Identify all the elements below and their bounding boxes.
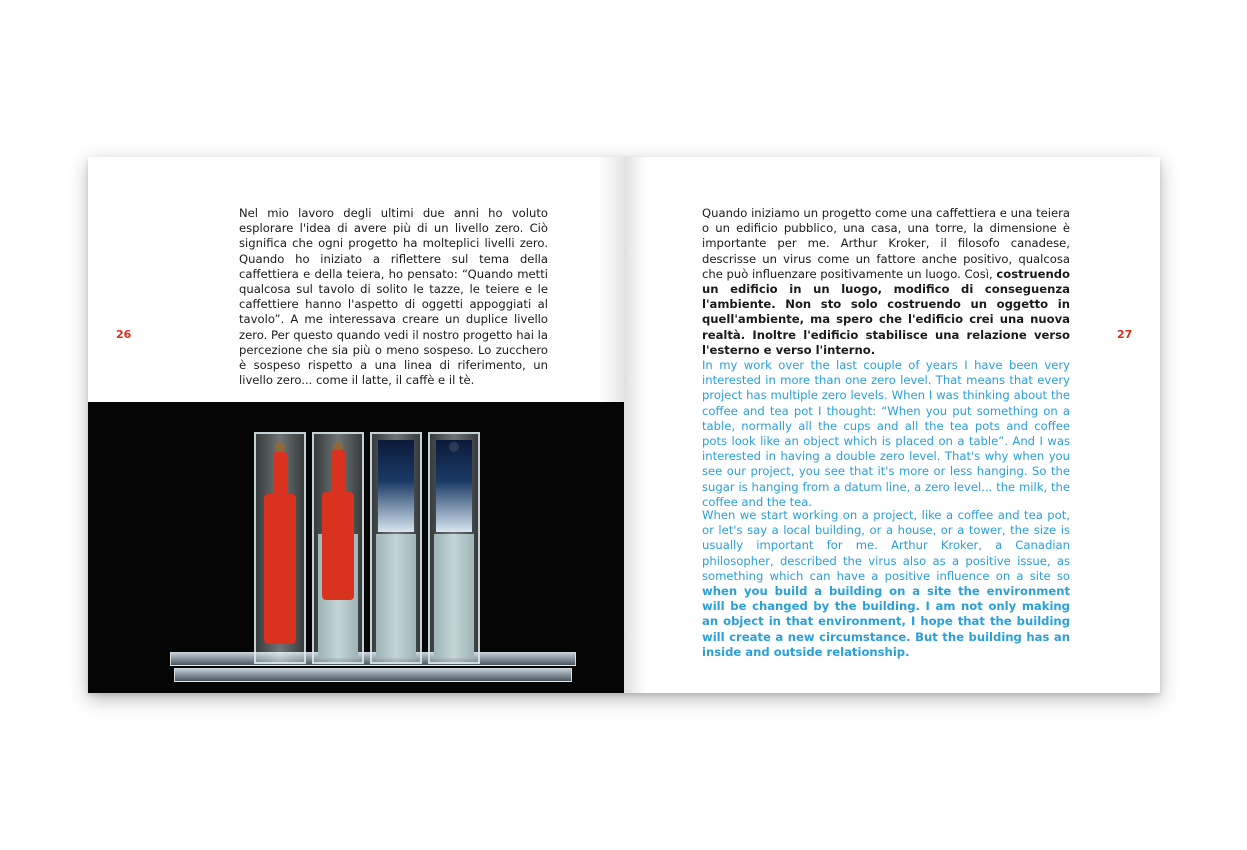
photo-base-plate-bottom (174, 668, 572, 682)
photo-reflection (436, 440, 472, 532)
photo-fill (434, 534, 474, 658)
photo-milk-container (312, 432, 364, 664)
italian-paragraph-right (702, 206, 1070, 358)
photo-hole (275, 442, 285, 452)
italian-text-plain: Quando iniziamo un progetto come una caffettiera e una teiera o un edificio pubblico, una casa, una torre, la dimensione è importante per me. Arthur Kroker, il filosofo canadese, descrisse un virus come un fattore anche positivo, qualcosa che può influenzare positivamente un luogo. Così, (702, 206, 1070, 281)
photo-hole (449, 442, 459, 452)
italian-paragraph-left: Nel mio lavoro degli ultimi due anni ho voluto esplorare l'idea di avere più di un livello zero. Ciò significa che ogni progetto ha molteplici livelli zero. Quando ho iniziato a riflettere sul tema della caffettiera e della teiera, ho pensato: “Quando metti qualcosa sul tavolo di solito le tazze, le teiere e le caffettiere hanno l'aspetto di oggetti appoggiati al tavolo”. A me interessava creare un duplice livello zero. Per questo quando vedi il nostro progetto hai la percezione che sia più o meno sospeso. Lo zucchero è sospeso rispetto a una linea di riferimento, un livello zero... come il latte, il caffè e il tè. (239, 206, 548, 388)
photo-red-spoon (322, 492, 354, 600)
english-text-plain: When we start working on a project, like a coffee and tea pot, or let's say a local building, or a house, or a tower, the size is usually important for me. Arthur Kroker, a Canadian philosopher, described the virus also as a positive issue, as something which can have a positive influence on a site so (702, 508, 1070, 583)
english-text-bold: when you build a building on a site the environment will be changed by the building. I am not only making an object in that environment, I hope that the building will create a new circumstance. But the building has an inside and outside relationship. (702, 584, 1070, 659)
photo-fill (376, 534, 416, 658)
left-page (88, 157, 624, 693)
gutter-shadow-right (624, 157, 646, 693)
photo-sugar-container (254, 432, 306, 664)
page-number-right: 27 (1117, 328, 1133, 341)
photo-coffee-container (370, 432, 422, 664)
photo-reflection (378, 440, 414, 532)
photo-tea-container (428, 432, 480, 664)
italian-text-bold: costruendo un edificio in un luogo, modifico di conseguenza l'ambiente. Non sto solo costruendo un oggetto in quell'ambiente, ma spero che l'edificio crei una nuova realtà. Inoltre l'edificio stabilisce una relazione verso l'esterno e verso l'interno. (702, 266, 1071, 357)
english-paragraph-1: In my work over the last couple of years I have been very interested in more than one zero level. That means that every project has multiple zero levels. When I was thinking about the coffee and tea pot I thought: “When you put something on a table, normally all the cups and all the tea pots and coffee pots look like an object which is placed on a table”. And I was interested in having a double zero level. That's why when you see our project, you see that it's more or less hanging. So the sugar is hanging from a datum line, a zero level... the milk, the coffee and the tea. (702, 358, 1070, 509)
right-page (624, 157, 1160, 693)
photo-red-spoon (264, 494, 296, 644)
book-spread (88, 157, 1160, 693)
product-photo (88, 402, 624, 693)
english-paragraph-2 (702, 508, 1070, 660)
page-number-left: 26 (116, 328, 132, 341)
